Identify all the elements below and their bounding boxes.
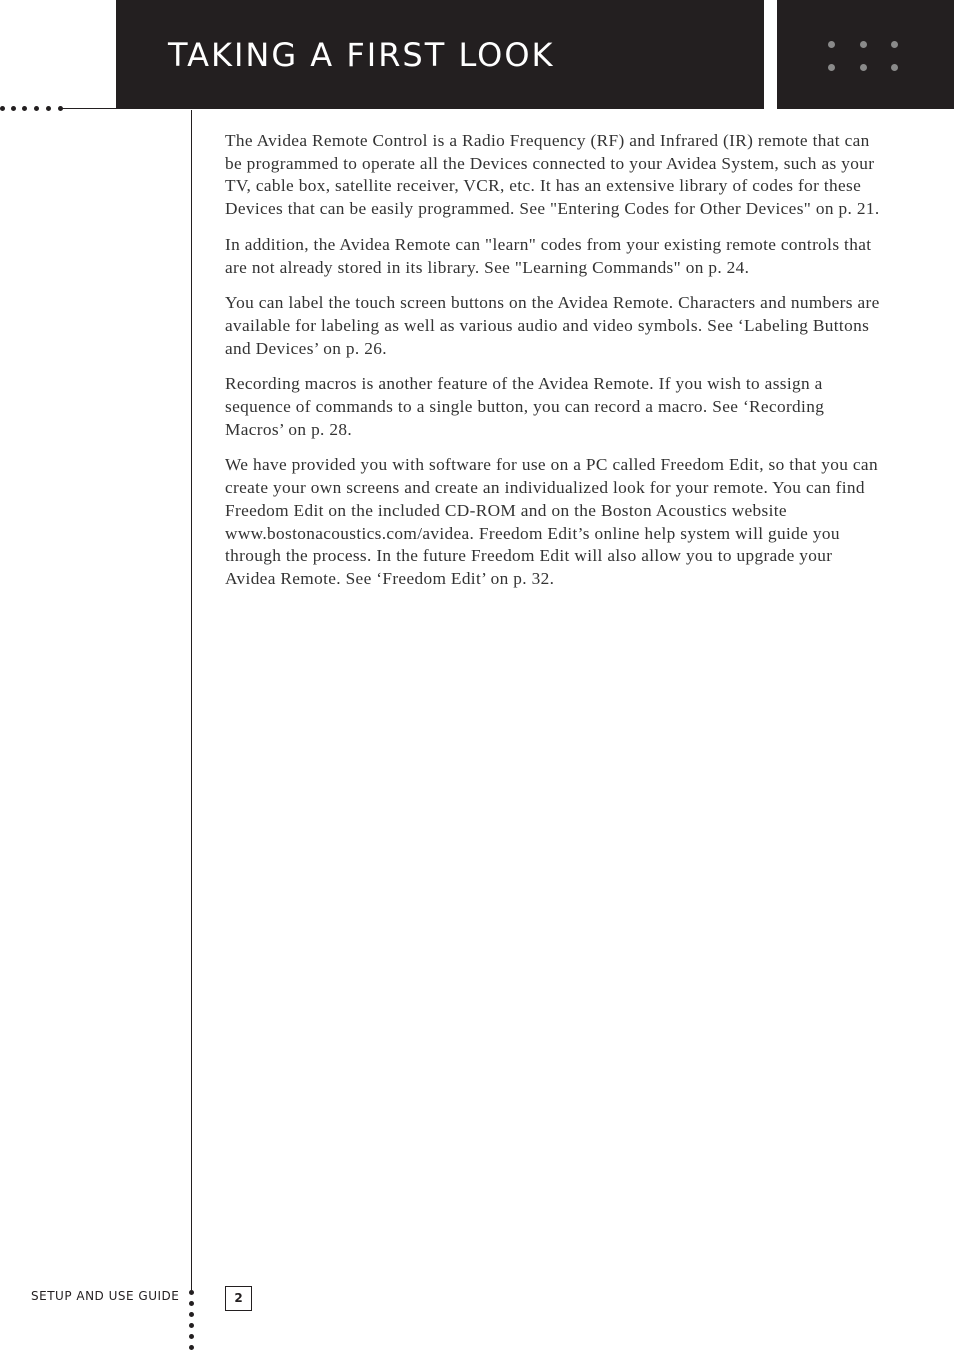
dot-icon [189,1290,194,1295]
left-dot-leader [0,104,70,114]
dot-icon [11,106,16,111]
dot-icon [189,1323,194,1328]
decor-dot-icon [891,41,898,48]
dot-icon [189,1345,194,1350]
dot-icon [0,106,5,111]
dot-icon [34,106,39,111]
decor-dot-icon [891,64,898,71]
page-number: 2 [225,1286,252,1311]
paragraph: In addition, the Avidea Remote can "learn" codes from your existing remote controls that are not already stored in its library. See "Learning Commands" on p. 24. [225,234,872,277]
dot-icon [189,1334,194,1339]
page-title: TAKING A FIRST LOOK [168,36,555,74]
decor-dot-icon [860,64,867,71]
footer-label: SETUP AND USE GUIDE [31,1289,180,1303]
dot-icon [46,106,51,111]
dot-icon [22,106,27,111]
header-rule [62,108,116,109]
paragraph: We have provided you with software for use on a PC called Freedom Edit, so that you can create your own screens and create an individualized look for your remote. You can find Freedom Edit on the included CD-ROM and on the Boston Acoustics website www.bostonacoustics.com/avidea. Freedom Edit’s online help system will guide you through the process. In the future Freedom Edit will also allow you to upgrade your Avidea Remote. See ‘Freedom Edit’ on p. 32. [225,455,878,588]
dot-icon [189,1312,194,1317]
paragraph: Recording macros is another feature of the Avidea Remote. If you wish to assign a sequence of commands to a single button, you can record a macro. See ‘Recording Macros’ on p. 28. [225,374,825,439]
paragraph: You can label the touch screen buttons on the Avidea Remote. Characters and numbers are available for labeling as well as various audio and video symbols. See ‘Labeling Buttons and Devices’ on p. 26. [225,293,880,358]
decor-dot-icon [828,41,835,48]
dot-icon [189,1301,194,1306]
decor-dot-icon [860,41,867,48]
header-decor-box [777,0,954,109]
margin-rule [191,110,192,1290]
bottom-dot-leader [189,1290,199,1350]
header-bar [116,0,764,109]
body-text [225,130,880,604]
decor-dot-icon [828,64,835,71]
paragraph: The Avidea Remote Control is a Radio Frequency (RF) and Infrared (IR) remote that can be programmed to operate all the Devices connected to your Avidea System, such as your TV, cable box, satellite receiver, VCR, etc. It has an extensive library of codes for these Devices that can be easily programmed. See "Entering Codes for Other Devices" on p. 21. [225,131,880,219]
